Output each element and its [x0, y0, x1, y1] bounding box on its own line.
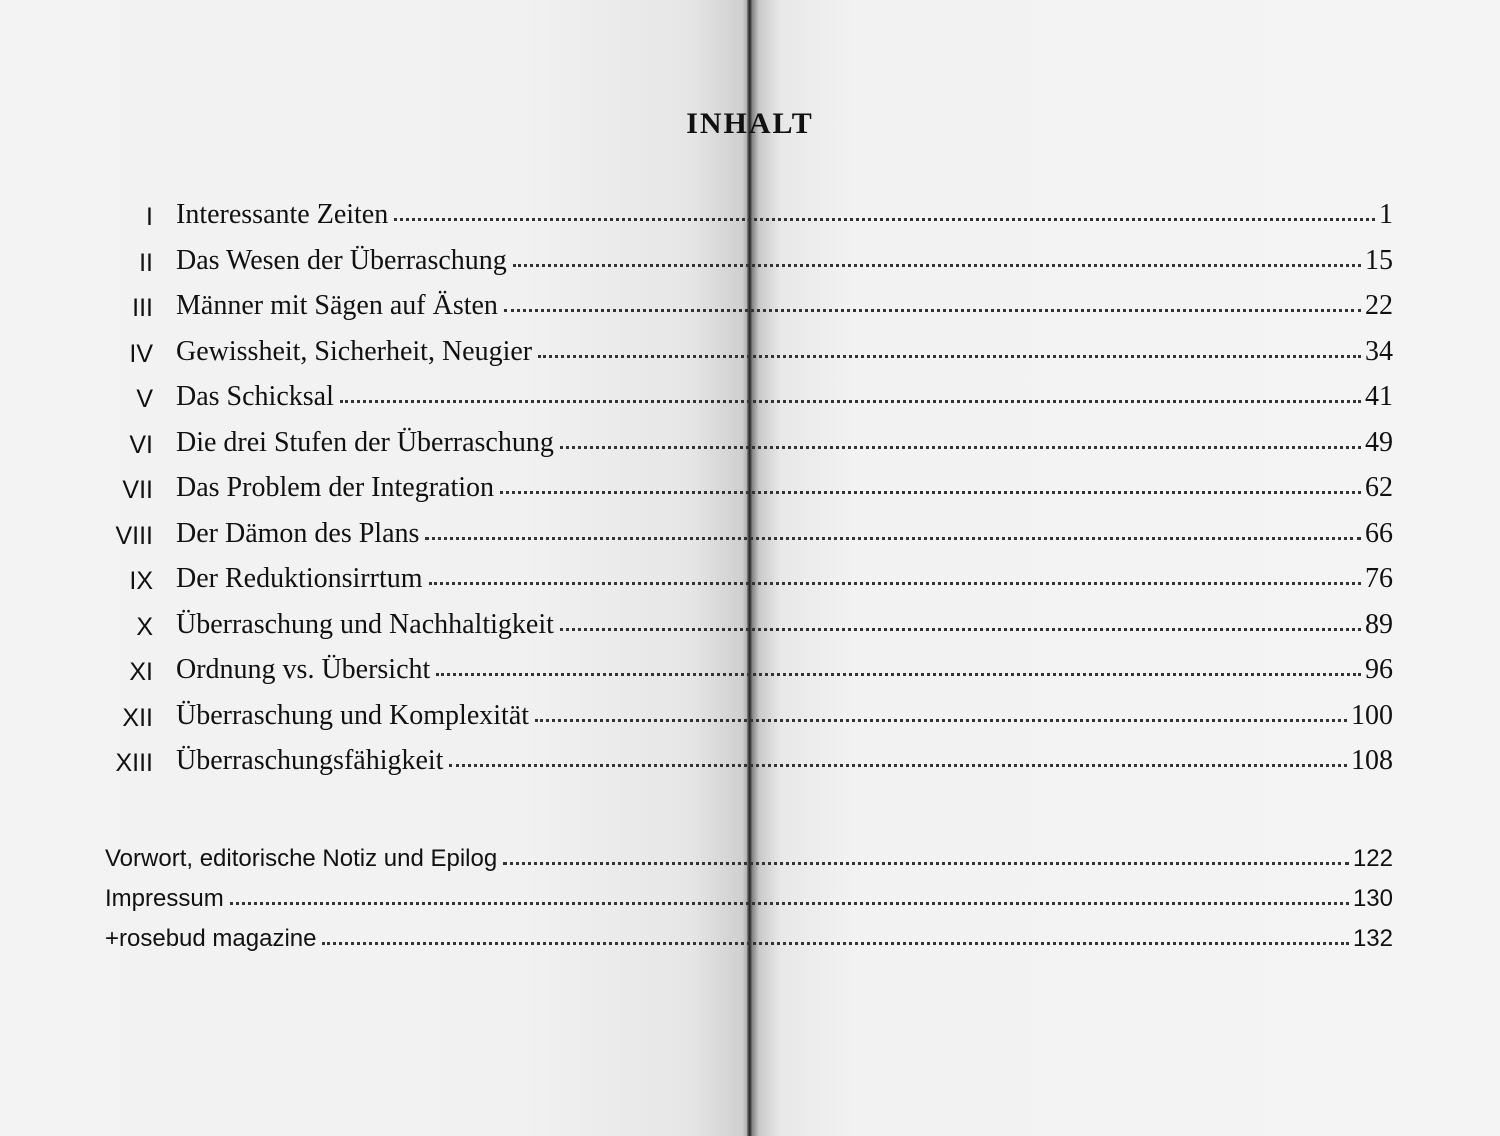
page-number: 100 [1351, 699, 1393, 731]
page-number: 76 [1365, 563, 1393, 594]
chapter-title: Gewissheit, Sicherheit, Neugier [176, 335, 533, 367]
leader-dots [504, 307, 1361, 312]
back-matter-title: Vorwort, editorische Notiz und Epilog [105, 845, 498, 872]
chapter-list [105, 195, 1393, 787]
page-number: 132 [1352, 925, 1393, 952]
back-matter-title: +rosebud magazine [105, 925, 317, 952]
page-number: 49 [1365, 426, 1393, 458]
leader-dots [436, 671, 1361, 676]
page-number: 22 [1365, 290, 1393, 321]
leader-dots [230, 900, 1349, 905]
back-matter-entry[interactable] [105, 885, 1393, 925]
chapter-number: IX [129, 567, 153, 595]
chapter-number: I [146, 203, 153, 231]
chapter-number: V [136, 385, 153, 413]
page-number: 122 [1352, 845, 1393, 872]
chapter-title: Das Wesen der Überraschung [176, 244, 507, 276]
chapter-title: Ordnung vs. Übersicht [176, 654, 431, 685]
toc-entry[interactable] [105, 650, 1393, 696]
page-number: 66 [1365, 517, 1393, 549]
chapter-title: Die drei Stufen der Überraschung [176, 426, 554, 458]
leader-dots [560, 626, 1361, 631]
page-number: 108 [1351, 745, 1393, 776]
chapter-number: III [132, 294, 153, 322]
leader-dots [394, 216, 1375, 221]
chapter-number: II [139, 248, 153, 277]
back-matter-title: Impressum [105, 885, 224, 912]
chapter-title: Männer mit Sägen auf Ästen [176, 290, 498, 321]
toc-entry[interactable] [105, 514, 1393, 560]
leader-dots [538, 353, 1361, 358]
leader-dots [322, 940, 1348, 945]
chapter-title: Interessante Zeiten [176, 199, 389, 230]
chapter-number: XII [122, 703, 153, 732]
page-number: 1 [1379, 199, 1393, 230]
page-number: 130 [1352, 885, 1393, 912]
chapter-title: Überraschung und Komplexität [176, 699, 530, 731]
toc-entry[interactable] [105, 423, 1393, 469]
toc-entry[interactable] [105, 332, 1393, 378]
back-matter-entry[interactable] [105, 845, 1393, 885]
chapter-number: XI [129, 658, 153, 686]
chapter-title: Der Dämon des Plans [176, 517, 420, 549]
leader-dots [500, 489, 1361, 494]
page-number: 96 [1365, 654, 1393, 685]
chapter-number: X [136, 612, 153, 641]
leader-dots [560, 444, 1361, 449]
chapter-number: VII [122, 476, 153, 504]
toc-entry[interactable] [105, 241, 1393, 287]
toc-entry[interactable] [105, 605, 1393, 651]
toc-entry[interactable] [105, 195, 1393, 241]
chapter-number: XIII [115, 749, 153, 777]
leader-dots [425, 535, 1361, 540]
leader-dots [535, 717, 1347, 722]
chapter-number: VIII [115, 521, 153, 550]
page-number: 41 [1365, 381, 1393, 412]
toc-entry[interactable] [105, 468, 1393, 514]
page-number: 15 [1365, 244, 1393, 276]
page-number: 62 [1365, 472, 1393, 503]
back-matter-list [105, 845, 1393, 965]
leader-dots [449, 762, 1347, 767]
toc-entry[interactable] [105, 377, 1393, 423]
chapter-number: IV [129, 339, 153, 368]
toc-entry[interactable] [105, 286, 1393, 332]
toc-entry[interactable] [105, 696, 1393, 742]
chapter-title: Überraschung und Nachhaltigkeit [176, 608, 554, 640]
toc-title: INHALT [686, 107, 814, 140]
page-number: 89 [1365, 608, 1393, 640]
leader-dots [429, 580, 1361, 585]
chapter-title: Überraschungsfähigkeit [176, 745, 444, 776]
toc-entry[interactable] [105, 559, 1393, 605]
leader-dots [513, 262, 1361, 267]
leader-dots [340, 398, 1361, 403]
chapter-number: VI [129, 430, 153, 459]
chapter-title: Das Schicksal [176, 381, 334, 412]
chapter-title: Der Reduktionsirrtum [176, 563, 423, 594]
toc-entry[interactable] [105, 741, 1393, 787]
page-number: 34 [1365, 335, 1393, 367]
leader-dots [503, 860, 1349, 865]
chapter-title: Das Problem der Integration [176, 472, 495, 503]
back-matter-entry[interactable] [105, 925, 1393, 965]
